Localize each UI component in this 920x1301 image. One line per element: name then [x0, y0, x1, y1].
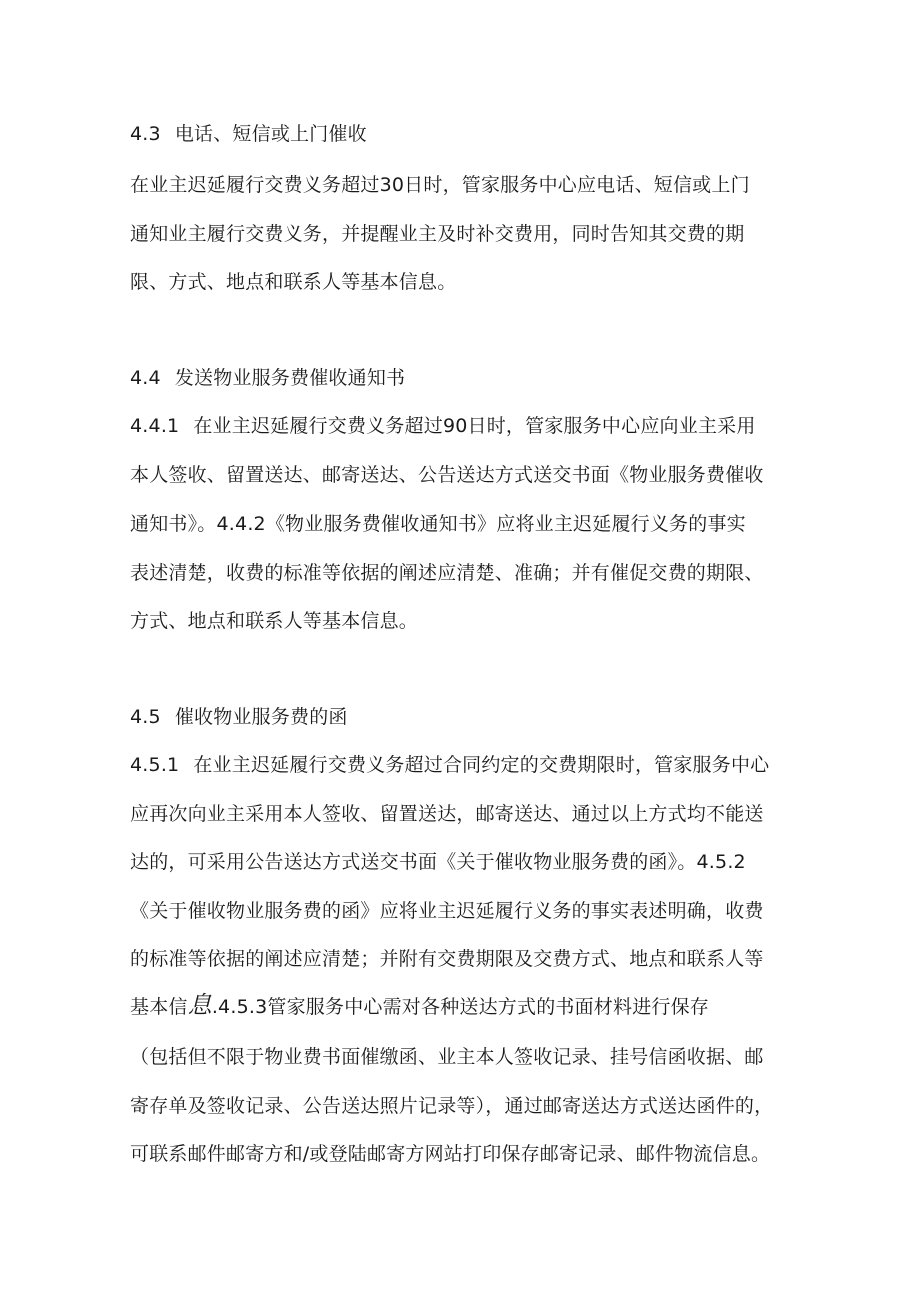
- paragraph-line: 本人签收、留置送达、邮寄送达、公告送达方式送交书面《物业服务费催收: [130, 464, 764, 486]
- text-run: .4.5.3管家服务中心需对各种送达方式的书面材料进行保存: [211, 996, 709, 1018]
- clause-text: 在业主迟延履行交费义务超过合同约定的交费期限时，管家服务中心: [193, 754, 770, 776]
- section-heading-4-3: [130, 122, 367, 146]
- section-title: 发送物业服务费催收通知书: [174, 367, 406, 389]
- paragraph-line: 可联系邮件邮寄方和/或登陆邮寄方网站打印保存邮寄记录、邮件物流信息。: [130, 1143, 771, 1165]
- paragraph-line: 达的，可采用公告送达方式送交书面《关于催收物业服务费的函》。4.5.2: [130, 851, 746, 873]
- paragraph-line: 应再次向业主采用本人签收、留置送达，邮寄送达、通过以上方式均不能送: [130, 803, 764, 825]
- section-number: 4.3: [130, 123, 161, 145]
- section-heading-4-5: [130, 705, 348, 729]
- paragraph-line: [130, 414, 756, 438]
- paragraph-line: 《关于催收物业服务费的函》应将业主迟延履行义务的事实表述明确，收费: [130, 900, 764, 922]
- paragraph-line: 限、方式、地点和联系人等基本信息。: [130, 271, 457, 293]
- paragraph-line: 表述清楚，收费的标准等依据的阐述应清楚、准确；并有催促交费的期限、: [130, 562, 764, 584]
- paragraph-line: [130, 753, 769, 777]
- paragraph-line: 在业主迟延履行交费义务超过30日时，管家服务中心应电话、短信或上门: [130, 174, 750, 196]
- clause-number: 4.4.1: [130, 415, 180, 437]
- paragraph-line: （包括但不限于物业费书面催缴函、业主本人签收记录、挂号信函收据、邮: [130, 1046, 764, 1068]
- clause-number: 4.5.1: [130, 754, 180, 776]
- paragraph-line: 寄存单及签收记录、公告送达照片记录等），通过邮寄送达方式送达函件的，: [130, 1095, 774, 1117]
- section-number: 4.4: [130, 367, 161, 389]
- paragraph-line: 通知书》。4.4.2《物业服务费催收通知书》应将业主迟延履行义务的事实: [130, 513, 746, 535]
- section-number: 4.5: [130, 706, 161, 728]
- text-run-serif: 息: [187, 991, 212, 1019]
- paragraph-line: 的标准等依据的阐述应清楚；并附有交费期限及交费方式、地点和联系人等: [130, 948, 764, 970]
- paragraph-line: 通知业主履行交费义务，并提醒业主及时补交费用，同时告知其交费的期: [130, 223, 745, 245]
- section-title: 电话、短信或上门催收: [174, 123, 367, 145]
- section-title: 催收物业服务费的函: [174, 706, 348, 728]
- clause-text: 在业主迟延履行交费义务超过90日时，管家服务中心应向业主采用: [193, 415, 756, 437]
- text-run: 基本信: [130, 996, 188, 1018]
- paragraph-line: 方式、地点和联系人等基本信息。: [130, 610, 419, 632]
- paragraph-line: [130, 993, 709, 1019]
- section-heading-4-4: [130, 366, 405, 390]
